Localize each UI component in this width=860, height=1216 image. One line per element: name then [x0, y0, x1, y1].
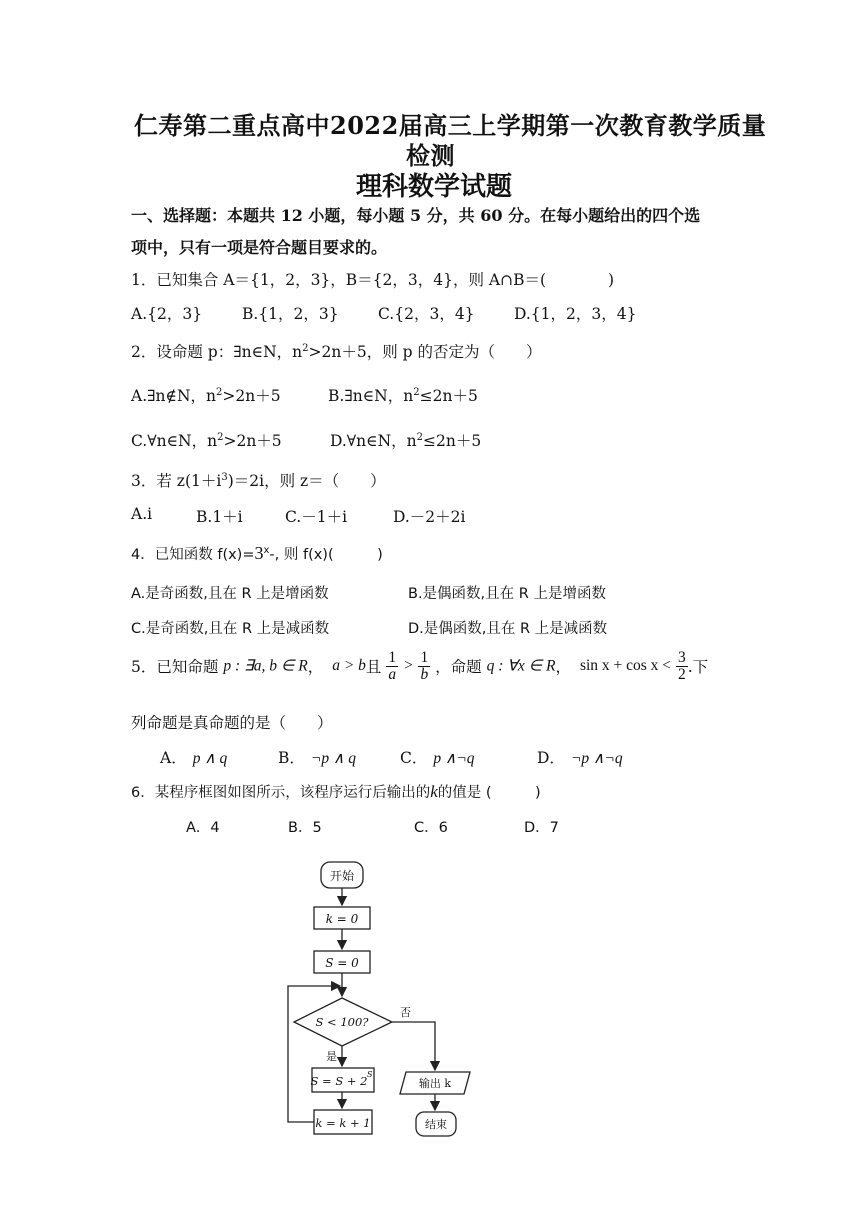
- question-1-stem: 1．已知集合 A＝{1，2，3}，B＝{2，3，4}，则 A∩B＝( ): [131, 271, 615, 289]
- question-2-option-b: B.∃n∈N，$n^2\le 2n+5$: [328, 386, 478, 405]
- section-heading-line1: 一、选择题：本题共 12 小题，每小题 5 分，共 60 分。在每小题给出的四个选: [131, 206, 701, 225]
- question-2-stem: 2．设命题 p：∃n∈N，$n^2>2n+5$，则 p 的否定为（ ）: [131, 342, 542, 361]
- fraction-1-over-b: $\frac{1}{b}$: [420, 649, 429, 683]
- flowchart-no-label: 否: [400, 1006, 411, 1019]
- question-6-option-c: C．6: [414, 820, 448, 836]
- exam-subtitle: 理科数学试题: [356, 172, 513, 202]
- question-4-option-b: B.是偶函数,且在 R 上是增函数: [408, 586, 606, 602]
- question-5-option-d: D． ¬p ∧¬q: [537, 749, 623, 767]
- question-1-option-d: D.{1，2，3，4}: [514, 305, 637, 323]
- fraction-1-over-a: $\frac{1}{a}$: [388, 649, 397, 683]
- flowchart-condition-label: S < 100?: [315, 1015, 369, 1029]
- question-4-option-d: D.是偶函数,且在 R 上是减函数: [408, 621, 608, 637]
- fraction-3-over-2: $\frac{3}{2}$: [677, 649, 686, 683]
- question-6-option-b: B．5: [288, 820, 322, 836]
- question-4-stem: 4．已知函数 $f(x)=3^x-$, 则 f(x)( ): [131, 543, 383, 563]
- question-4-option-a: A.是奇函数,且在 R 上是增函数: [131, 586, 329, 602]
- question-1-option-c: C.{2，3，4}: [378, 305, 475, 323]
- flowchart: [270, 850, 490, 1150]
- exam-title-line1: 仁寿第二重点高中2022届高三上学期第一次教育教学质量: [134, 111, 767, 140]
- flowchart-end-label: 结束: [425, 1118, 447, 1131]
- exam-title-line2: 检测: [406, 141, 455, 170]
- question-3-stem: 3．若 $z(1+i^3)=2i$，则 z＝（ ）: [131, 471, 386, 490]
- question-3-option-d: D.－2＋2i: [393, 508, 466, 526]
- flowchart-assign-s-label: S = S + 2: [310, 1074, 368, 1088]
- flowchart-init-s-label: S = 0: [325, 956, 359, 970]
- question-3-option-a: A.i: [131, 505, 153, 523]
- question-5-stem-line2: 列命题是真命题的是（ ）: [131, 714, 333, 732]
- question-3-option-c: C.－1＋i: [285, 508, 348, 526]
- question-5-option-a: A． p ∧ q: [160, 749, 228, 767]
- flowchart-start-label: 开始: [329, 869, 355, 883]
- flowchart-init-k-label: k = 0: [325, 912, 359, 926]
- question-2-option-d: D.∀n∈N，$n^2\le 2n+5$: [330, 431, 482, 450]
- question-6-stem: 6．某程序框图如图所示，该程序运行后输出的k的值是 ( ): [131, 782, 541, 801]
- question-1-option-b: B.{1，2，3}: [242, 305, 339, 323]
- flowchart-yes-label: 是: [326, 1050, 337, 1063]
- question-5-stem: 5．已知命题 p : ∃a, b ∈ R， a > b且 $\frac{1}{a}$ > $\frac{1}{b}$ ，命题 q : ∀x ∈ R， sin x + cos x < $\frac{3}{2}$ .下: [131, 649, 709, 683]
- question-4-option-c: C.是奇函数,且在 R 上是减函数: [131, 621, 330, 637]
- question-5-option-c: C． p ∧¬q: [400, 749, 475, 767]
- flowchart-assign-s-sup: S: [367, 1070, 373, 1079]
- flowchart-output-label: 输出 k: [418, 1077, 452, 1090]
- question-2-option-a: A.∃n∉N，$n^2>2n+5$: [131, 386, 281, 405]
- question-1-option-a: A.{2，3}: [131, 305, 203, 323]
- question-2-option-c: C.∀n∈N，$n^2>2n+5$: [131, 431, 282, 450]
- question-6-option-d: D．7: [524, 820, 559, 836]
- section-heading-line2: 项中，只有一项是符合题目要求的。: [131, 238, 388, 257]
- question-3-option-b: B.1＋i: [196, 508, 243, 526]
- question-6-option-a: A．4: [186, 820, 220, 836]
- flowchart-assign-k-label: k = k + 1: [315, 1116, 371, 1130]
- question-5-option-b: B． ¬p ∧ q: [278, 749, 356, 767]
